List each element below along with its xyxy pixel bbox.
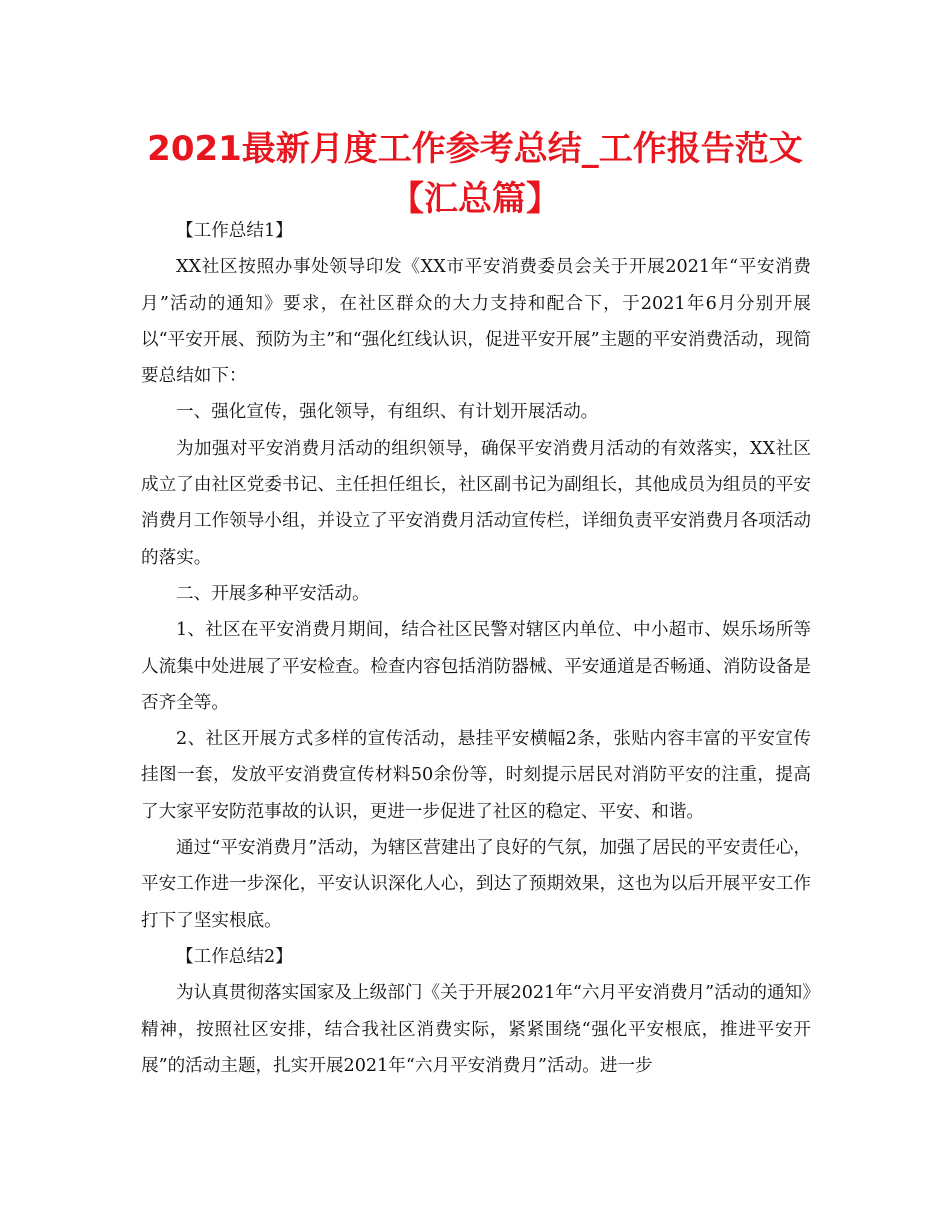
paragraph: 1、社区在平安消费月期间，结合社区民警对辖区内单位、中小超市、娱乐场所等人流集中处进展了平安检查。检查内容包括消防器械、平安通道是否畅通、消防设备是否齐全等。	[141, 620, 811, 713]
document-body	[141, 213, 811, 1084]
paragraph: 二、开展多种平安活动。	[176, 583, 370, 604]
paragraph: XX社区按照办事处领导印发《XX市平安消费委员会关于开展2021年“平安消费月”活动的通知》要求，在社区群众的大力支持和配合下，于2021年6月分别开展以“平安开展、预防为主”和“强化红线认识，促进平安开展”主题的平安消费活动，现简要总结如下：	[141, 257, 811, 387]
paragraph: 一、强化宣传，强化领导，有组织、有计划开展活动。	[176, 402, 599, 423]
paragraph: 通过“平安消费月”活动，为辖区营建出了良好的气氛，加强了居民的平安责任心，平安工作进一步深化，平安认识深化人心，到达了预期效果，这也为以后开展平安工作打下了坚实根底。	[141, 838, 811, 931]
paragraph: 2、社区开展方式多样的宣传活动，悬挂平安横幅2条，张贴内容丰富的平安宣传挂图一套，发放平安消费宣传材料50余份等，时刻提示居民对消防平安的注重，提高了大家平安防范事故的认识，更进一步促进了社区的稳定、平安、和谐。	[141, 729, 811, 822]
paragraph: 为加强对平安消费月活动的组织领导，确保平安消费月活动的有效落实，XX社区成立了由社区党委书记、主任担任组长，社区副书记为副组长，其他成员为组员的平安消费月工作领导小组，并设立了平安消费月活动宣传栏，详细负责平安消费月各项活动的落实。	[141, 438, 811, 568]
section-heading: 【工作总结1】	[176, 221, 293, 241]
document-title: 2021最新月度工作参考总结_工作报告范文【汇总篇】	[147, 129, 803, 219]
paragraph: 为认真贯彻落实国家及上级部门《关于开展2021年“六月平安消费月”活动的通知》精神，按照社区安排，结合我社区消费实际，紧紧围绕“强化平安根底，推进平安开展”的活动主题，扎实开展2021年“六月平安消费月”活动。进一步	[141, 983, 811, 1076]
section-heading: 【工作总结2】	[176, 946, 293, 967]
